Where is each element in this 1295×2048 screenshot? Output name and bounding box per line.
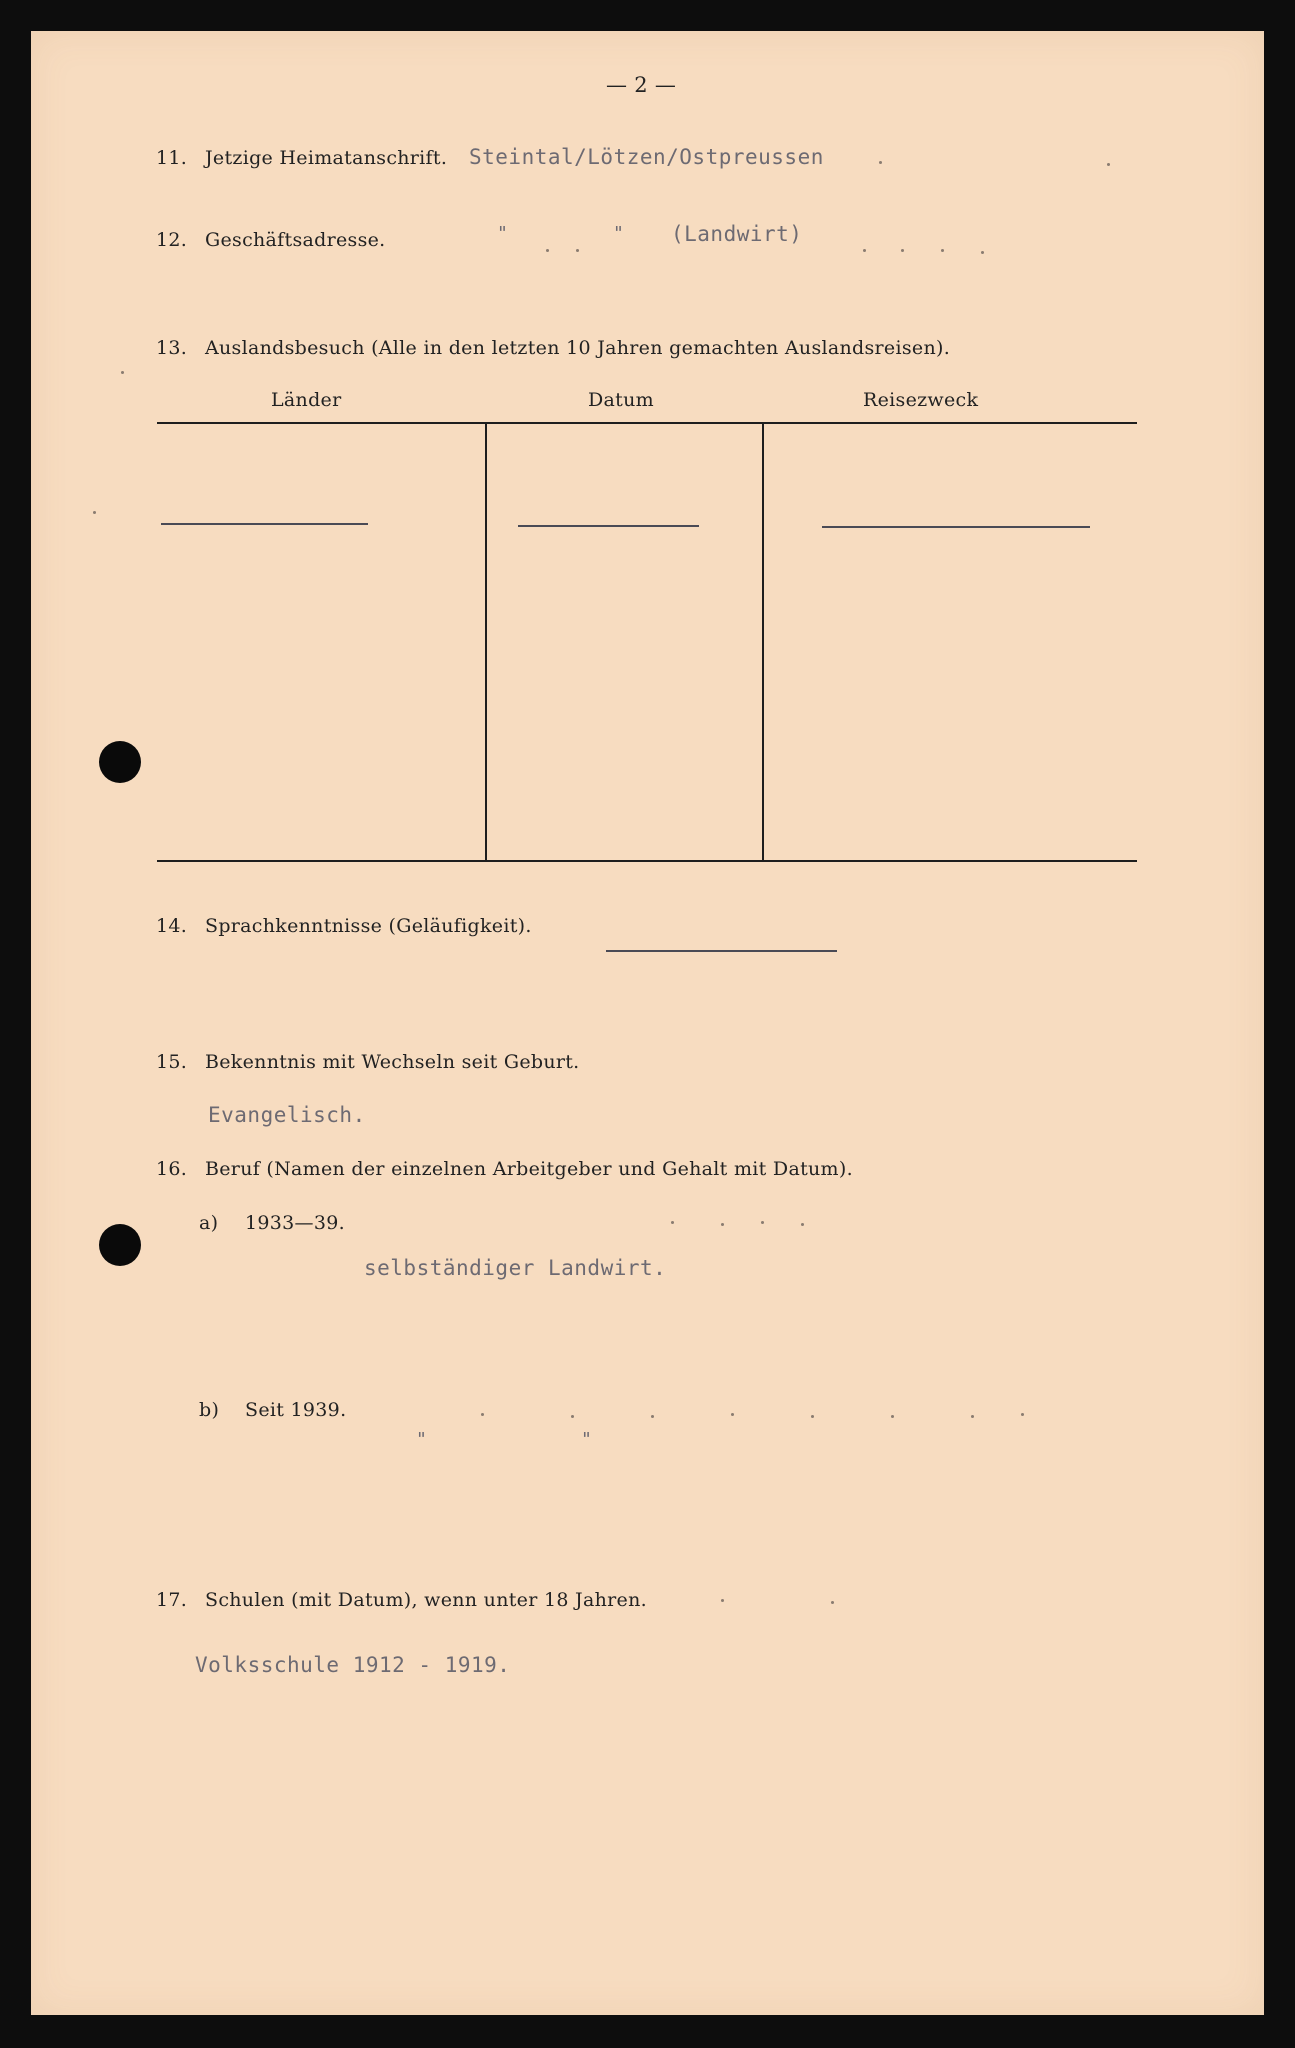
q16b-ditto-2: " xyxy=(581,1429,593,1450)
paper-speck xyxy=(546,249,549,252)
q11-label: Jetzige Heimatanschrift. xyxy=(205,147,448,169)
q12-answer: (Landwirt) xyxy=(671,222,803,246)
q13-label: Auslandsbesuch (Alle in den letzten 10 Jahren gemachten Auslandsreisen). xyxy=(205,337,951,359)
paper-speck xyxy=(1107,163,1110,166)
paper-speck xyxy=(721,1599,724,1602)
q15-answer: Evangelisch. xyxy=(208,1103,366,1127)
table-divider-2 xyxy=(762,423,764,861)
q13-number: 13. xyxy=(156,337,188,359)
paper-speck xyxy=(941,249,944,252)
q11-number: 11. xyxy=(156,147,188,169)
paper-speck xyxy=(1021,1413,1024,1416)
table-header-datum: Datum xyxy=(588,389,654,411)
reisezweck-blank-line xyxy=(822,526,1090,528)
paper-speck xyxy=(671,1221,674,1224)
datum-blank-line xyxy=(518,525,699,527)
q17-answer: Volksschule 1912 - 1919. xyxy=(195,1653,511,1677)
paper-speck xyxy=(576,249,579,252)
q11-answer: Steintal/Lötzen/Ostpreussen xyxy=(469,145,824,169)
table-top-rule xyxy=(157,422,1137,424)
punch-hole-top xyxy=(99,741,141,783)
paper-speck xyxy=(811,1415,814,1418)
q12-label: Geschäftsadresse. xyxy=(205,229,386,251)
q14-number: 14. xyxy=(156,915,188,937)
q16a-period: 1933—39. xyxy=(245,1212,345,1234)
paper-speck xyxy=(761,1221,764,1224)
q15-number: 15. xyxy=(156,1051,188,1073)
q15-label: Bekenntnis mit Wechseln seit Geburt. xyxy=(205,1051,580,1073)
q16b-letter: b) xyxy=(199,1399,220,1421)
paper-speck xyxy=(731,1413,734,1416)
q14-blank-line xyxy=(606,950,837,952)
paper-speck xyxy=(971,1415,974,1418)
q16b-ditto-1: " xyxy=(416,1429,428,1450)
paper-speck xyxy=(651,1415,654,1418)
paper-speck xyxy=(831,1601,834,1604)
q16a-letter: a) xyxy=(199,1212,219,1234)
form-sheet xyxy=(31,31,1264,2015)
page-number: — 2 — xyxy=(606,73,677,97)
q17-label: Schulen (mit Datum), wenn unter 18 Jahren. xyxy=(205,1589,647,1611)
paper-speck xyxy=(863,249,866,252)
q17-number: 17. xyxy=(156,1589,188,1611)
q16b-period: Seit 1939. xyxy=(245,1399,347,1421)
paper-speck xyxy=(891,1415,894,1418)
table-divider-1 xyxy=(485,423,487,861)
q16-number: 16. xyxy=(156,1158,188,1180)
q12-ditto-2: " xyxy=(613,223,625,244)
paper-speck xyxy=(571,1415,574,1418)
table-header-reisezweck: Reisezweck xyxy=(863,389,979,411)
paper-speck xyxy=(121,371,124,374)
table-header-laender: Länder xyxy=(271,389,342,411)
paper-speck xyxy=(93,511,96,514)
paper-speck xyxy=(901,249,904,252)
punch-hole-bottom xyxy=(99,1224,141,1266)
q16a-answer: selbständiger Landwirt. xyxy=(364,1256,667,1280)
paper-speck xyxy=(481,1413,484,1416)
paper-speck xyxy=(801,1223,804,1226)
q16-label: Beruf (Namen der einzelnen Arbeitgeber und Gehalt mit Datum). xyxy=(205,1158,853,1180)
paper-speck xyxy=(981,251,984,254)
q14-label: Sprachkenntnisse (Geläufigkeit). xyxy=(205,915,532,937)
table-bottom-rule xyxy=(157,860,1137,862)
q12-number: 12. xyxy=(156,229,188,251)
paper-speck xyxy=(721,1223,724,1226)
q12-ditto-1: " xyxy=(497,223,509,244)
paper-speck xyxy=(879,161,882,164)
laender-blank-line xyxy=(161,523,368,525)
